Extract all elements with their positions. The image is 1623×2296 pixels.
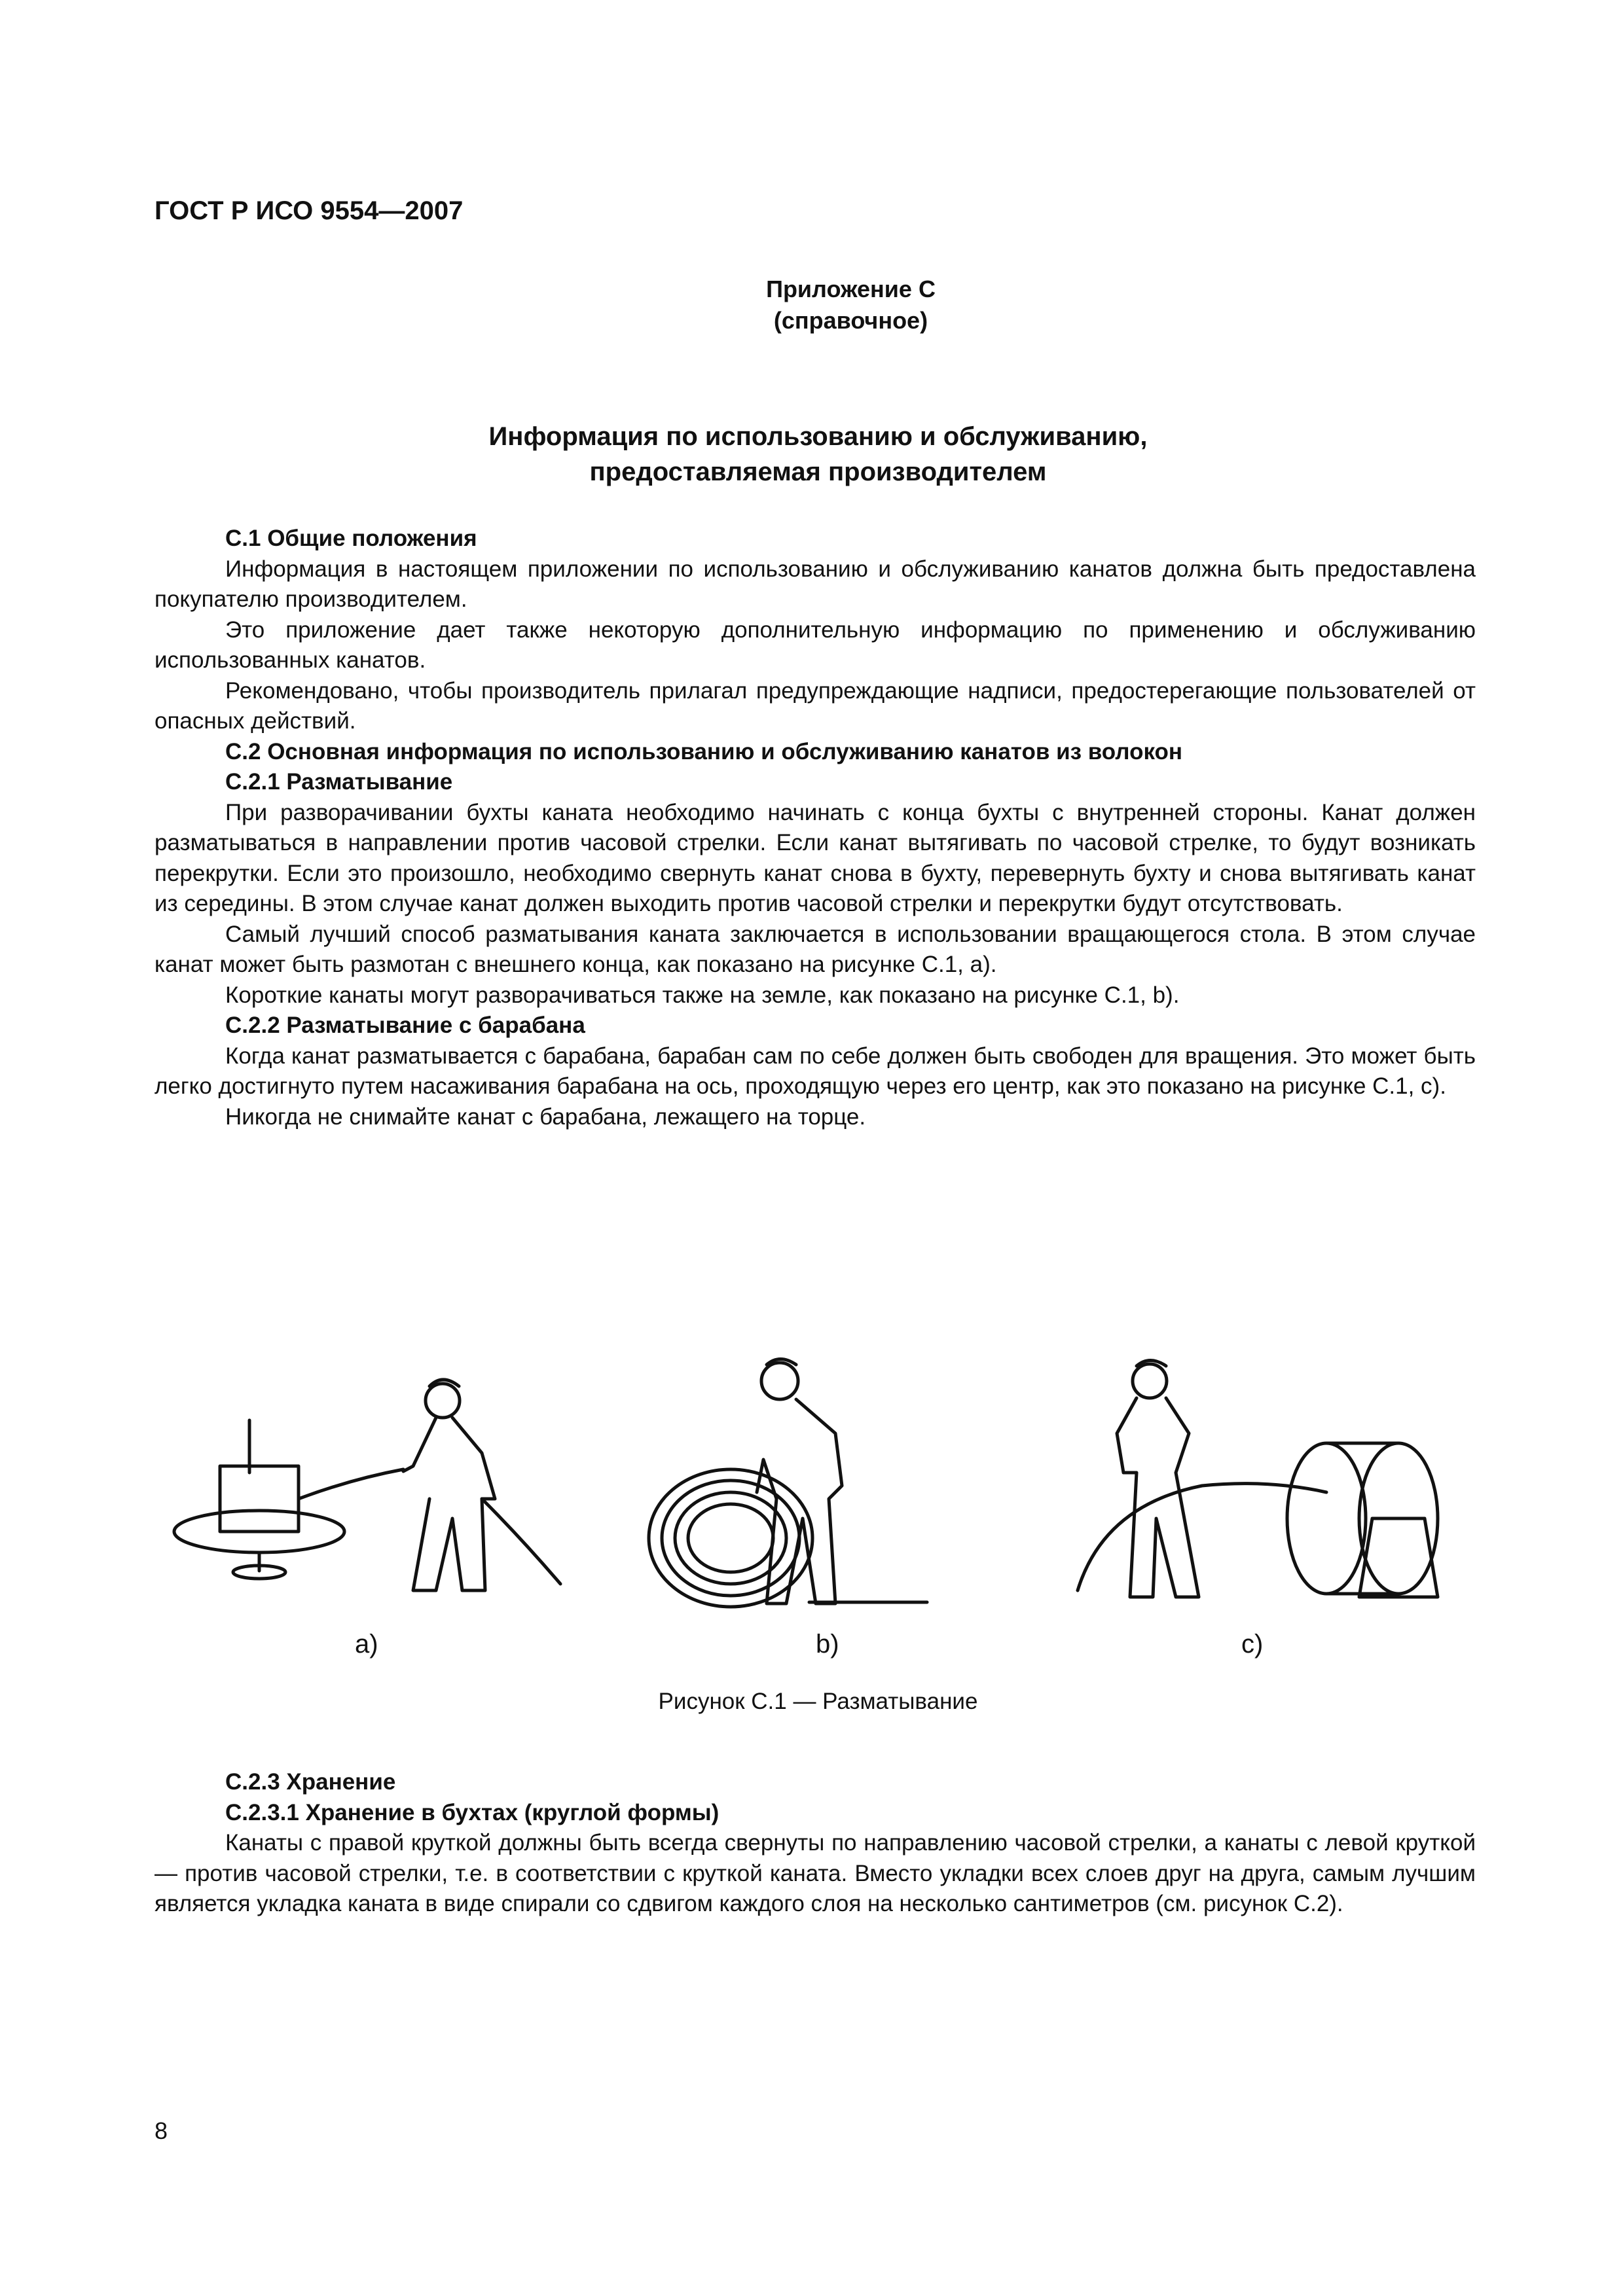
document-header: ГОСТ Р ИСО 9554—2007 [155, 196, 464, 225]
figure-label-b: b) [816, 1630, 839, 1659]
figure-label-a: а) [355, 1630, 378, 1659]
page-number: 8 [155, 2117, 168, 2144]
heading-c23: С.2.3 Хранение [225, 1769, 396, 1795]
appendix-label [0, 274, 1623, 336]
paragraph-c1-2: Это приложение дает также некоторую дополнительную информацию по применению и обслуживанию использованных канатов. [155, 617, 1476, 673]
heading-c21: С.2.1 Разматывание [225, 769, 453, 795]
figure-caption: Рисунок С.1 — Разматывание [658, 1689, 978, 1714]
appendix-line2: (справочное) [773, 307, 928, 334]
paragraph-c1-1: Информация в настоящем приложении по использованию и обслуживанию канатов должна быть предоставлена покупателю производителем. [155, 556, 1476, 612]
heading-c231: С.2.3.1 Хранение в бухтах (круглой формы) [225, 1799, 720, 1825]
figure-illustration [155, 1302, 1476, 1617]
paragraph-c22-2: Никогда не снимайте канат с барабана, лежащего на торце. [225, 1103, 866, 1130]
paragraph-c21-3: Короткие канаты могут разворачиваться также на земле, как показано на рисунке С.1, b). [225, 982, 1180, 1008]
heading-c1: С.1 Общие положения [225, 526, 477, 551]
figure-label-c: c) [1241, 1630, 1264, 1659]
title-line1: Информация по использованию и обслуживанию, [488, 422, 1148, 451]
illustration-rotating-table [174, 1380, 560, 1590]
figure-c1 [155, 1302, 1476, 1659]
storage-text [155, 1767, 1476, 1920]
heading-c2: С.2 Основная информация по использованию и обслуживанию канатов из волокон [225, 738, 1183, 764]
paragraph-c21-2: Самый лучший способ разматывания каната заключается в использовании вращающегося стола. В этом случае канат может быть размотан с внешнего конца, как показано на рисунке С.1, а). [155, 921, 1476, 977]
paragraph-c21-1: При разворачивании бухты каната необходимо начинать с конца бухты с внутренней стороны. Канат должен разматываться в направлении против часовой стрелки. Если канат вытягивать по часовой стрелке, то будут возникать перекрутки. Если это произошло, необходимо свернуть канат снова в бухту, перевернуть бухту и снова вытягивать канат из середины. В этом случае канат должен выходить против часовой стрелки и перекрутки будут отсутствовать. [155, 799, 1476, 916]
illustration-drum-axle [1078, 1361, 1438, 1598]
heading-c22: С.2.2 Разматывание с барабана [225, 1013, 585, 1038]
main-text [155, 524, 1476, 1132]
appendix-title [0, 419, 1623, 490]
paragraph-c231-1: Канаты с правой круткой должны быть всегда свернуты по направлению часовой стрелки, а канаты с левой круткой — против часовой стрелки, т.е. в соответствии с круткой каната. Вместо укладки всех слоев друг на друга, самым лучшим является укладка каната в виде спирали со сдвигом каждого слоя на несколько сантиметров (см. рисунок С.2). [155, 1830, 1476, 1916]
illustration-ground-coil [649, 1359, 927, 1607]
paragraph-c22-1: Когда канат разматывается с барабана, барабан сам по себе должен быть свободен для вращения. Это может быть легко достигнуто путем насаживания барабана на ось, проходящую через его центр, как это показано на рисунке С.1, с). [155, 1043, 1476, 1099]
paragraph-c1-3: Рекомендовано, чтобы производитель прилагал предупреждающие надписи, предостерегающие пользователей от опасных действий. [155, 677, 1476, 734]
appendix-line1: Приложение С [766, 276, 936, 302]
title-line2: предоставляемая производителем [589, 457, 1047, 486]
